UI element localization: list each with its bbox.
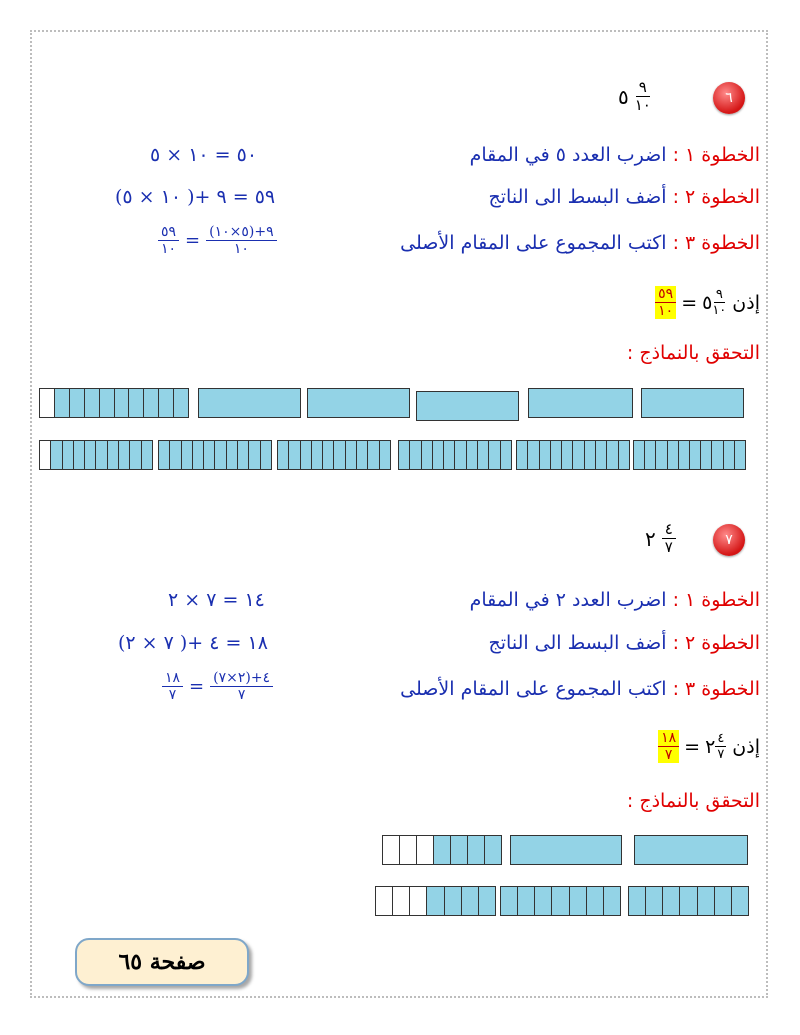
- model-cell: [690, 441, 701, 469]
- model-cell: [596, 441, 607, 469]
- model-cell: [129, 389, 144, 417]
- model-cell: [100, 389, 115, 417]
- problem-number-badge: ٧: [713, 524, 745, 556]
- step-3: الخطوة ٣ : اكتب المجموع على المقام الأصلى: [400, 232, 760, 254]
- model-cell: [668, 441, 679, 469]
- fraction-model-4-7: [382, 835, 502, 865]
- model-cell: [501, 887, 518, 915]
- step-2-equation: ٥٩ = ٩ +( ١٠ × ٥): [115, 186, 276, 208]
- model-cell: [698, 887, 715, 915]
- tenths-model: [158, 440, 272, 470]
- fraction-part: $\frac{٩}{١٠}$: [634, 78, 651, 114]
- model-cell: [604, 887, 620, 915]
- model-cell: [108, 441, 119, 469]
- model-cell: [410, 441, 421, 469]
- model-cell: [368, 441, 379, 469]
- model-cell: [74, 441, 85, 469]
- tenths-model: [633, 440, 746, 470]
- tenths-model: [398, 440, 512, 470]
- model-cell: [63, 441, 74, 469]
- whole-model: [198, 388, 301, 418]
- step-2: الخطوة ٢ : أضف البسط الى الناتج: [488, 632, 760, 654]
- problem-number-badge: ٦: [713, 82, 745, 114]
- tenths-model: [39, 440, 153, 470]
- model-cell: [142, 441, 152, 469]
- model-cell: [552, 887, 569, 915]
- model-cell: [261, 441, 271, 469]
- sevenths-model: [500, 886, 621, 916]
- model-cell: [346, 441, 357, 469]
- whole-model: [307, 388, 410, 418]
- model-cell: [479, 887, 495, 915]
- model-cell: [735, 441, 745, 469]
- fraction-part: $\frac{٤}{٧}$: [662, 521, 676, 556]
- sevenths-model: [628, 886, 749, 916]
- model-cell: [334, 441, 345, 469]
- model-cell: [607, 441, 618, 469]
- model-cell: [646, 887, 663, 915]
- model-cell: [312, 441, 323, 469]
- model-cell: [587, 887, 604, 915]
- model-cell: [468, 836, 485, 864]
- sevenths-model: [375, 886, 496, 916]
- model-cell: [517, 441, 528, 469]
- model-cell: [570, 887, 587, 915]
- model-cell: [380, 441, 390, 469]
- step-3-equation: ٥٩ ١٠ = (٥×١٠)+٩ ١٠: [158, 224, 277, 257]
- step-1: الخطوة ١ : اضرب العدد ٢ في المقام: [469, 589, 760, 611]
- model-cell: [85, 389, 100, 417]
- model-cell: [193, 441, 204, 469]
- model-cell: [427, 887, 444, 915]
- model-cell: [227, 441, 238, 469]
- model-cell: [249, 441, 260, 469]
- model-cell: [130, 441, 141, 469]
- model-cell: [238, 441, 249, 469]
- model-cell: [732, 887, 748, 915]
- model-cell: [55, 389, 70, 417]
- mixed-number: [645, 521, 676, 556]
- model-cell: [289, 441, 300, 469]
- model-cell: [323, 441, 334, 469]
- model-cell: [489, 441, 500, 469]
- model-cell: [656, 441, 667, 469]
- model-cell: [174, 389, 188, 417]
- model-cell: [115, 389, 130, 417]
- model-cell: [422, 441, 433, 469]
- whole-model: [510, 835, 622, 865]
- model-cell: [96, 441, 107, 469]
- model-cell: [528, 441, 539, 469]
- model-cell: [119, 441, 130, 469]
- model-cell: [357, 441, 368, 469]
- whole-part: ٥: [618, 84, 629, 109]
- model-cell: [383, 836, 400, 864]
- whole-part: ٢: [645, 526, 656, 551]
- whole-model: [416, 391, 519, 421]
- model-cell: [712, 441, 723, 469]
- model-cell: [629, 887, 646, 915]
- model-cell: [573, 441, 584, 469]
- model-cell: [680, 887, 697, 915]
- model-cell: [417, 836, 434, 864]
- step-1: الخطوة ١ : اضرب العدد ٥ في المقام: [469, 144, 760, 166]
- model-cell: [451, 836, 468, 864]
- model-cell: [85, 441, 96, 469]
- model-cell: [144, 389, 159, 417]
- whole-model: [634, 835, 748, 865]
- model-cell: [679, 441, 690, 469]
- conclusion: إذن ٥٩ ١٠ = ٥ ٩ ١٠: [655, 286, 760, 319]
- model-cell: [393, 887, 410, 915]
- model-cell: [434, 836, 451, 864]
- model-cell: [724, 441, 735, 469]
- step-1-equation: ٥٠ = ١٠ × ٥: [150, 144, 258, 166]
- check-with-models-label: التحقق بالنماذج :: [626, 342, 760, 364]
- model-cell: [540, 441, 551, 469]
- step-2: الخطوة ٢ : أضف البسط الى الناتج: [488, 186, 760, 208]
- model-cell: [551, 441, 562, 469]
- model-cell: [376, 887, 393, 915]
- step-2-equation: ١٨ = ٤ +( ٧ × ٢): [118, 632, 268, 654]
- model-cell: [619, 441, 629, 469]
- result-fraction: ١٨ ٧: [658, 730, 679, 763]
- model-cell: [204, 441, 215, 469]
- model-cell: [462, 887, 479, 915]
- model-cell: [485, 836, 501, 864]
- model-cell: [170, 441, 181, 469]
- model-cell: [400, 836, 417, 864]
- model-cell: [445, 887, 462, 915]
- model-cell: [634, 441, 645, 469]
- conclusion: إذن ١٨ ٧ = ٢ ٤ ٧: [658, 730, 760, 763]
- model-cell: [278, 441, 289, 469]
- step-1-equation: ١٤ = ٧ × ٢: [168, 589, 265, 611]
- check-with-models-label: التحقق بالنماذج :: [626, 790, 760, 812]
- whole-model: [641, 388, 744, 418]
- model-cell: [301, 441, 312, 469]
- model-cell: [444, 441, 455, 469]
- model-cell: [645, 441, 656, 469]
- mixed-number: [618, 79, 651, 114]
- whole-model: [528, 388, 633, 418]
- model-cell: [399, 441, 410, 469]
- result-fraction: ٥٩ ١٠: [655, 286, 676, 319]
- model-cell: [501, 441, 511, 469]
- step-3-equation: ١٨ ٧ = (٢×٧)+٤ ٧: [162, 670, 273, 703]
- model-cell: [585, 441, 596, 469]
- model-cell: [51, 441, 62, 469]
- model-cell: [535, 887, 552, 915]
- model-cell: [701, 441, 712, 469]
- model-cell: [410, 887, 427, 915]
- step-3: الخطوة ٣ : اكتب المجموع على المقام الأصلى: [400, 678, 760, 700]
- model-cell: [562, 441, 573, 469]
- model-cell: [518, 887, 535, 915]
- model-cell: [478, 441, 489, 469]
- fraction-model-9-10: [39, 388, 189, 418]
- model-cell: [40, 441, 51, 469]
- model-cell: [215, 441, 226, 469]
- tenths-model: [516, 440, 630, 470]
- model-cell: [159, 389, 174, 417]
- tenths-model: [277, 440, 391, 470]
- model-cell: [40, 389, 55, 417]
- model-cell: [663, 887, 680, 915]
- model-cell: [455, 441, 466, 469]
- page-number-label: صفحة ٦٥: [75, 938, 249, 986]
- model-cell: [70, 389, 85, 417]
- model-cell: [715, 887, 732, 915]
- model-cell: [433, 441, 444, 469]
- model-cell: [182, 441, 193, 469]
- model-cell: [159, 441, 170, 469]
- model-cell: [467, 441, 478, 469]
